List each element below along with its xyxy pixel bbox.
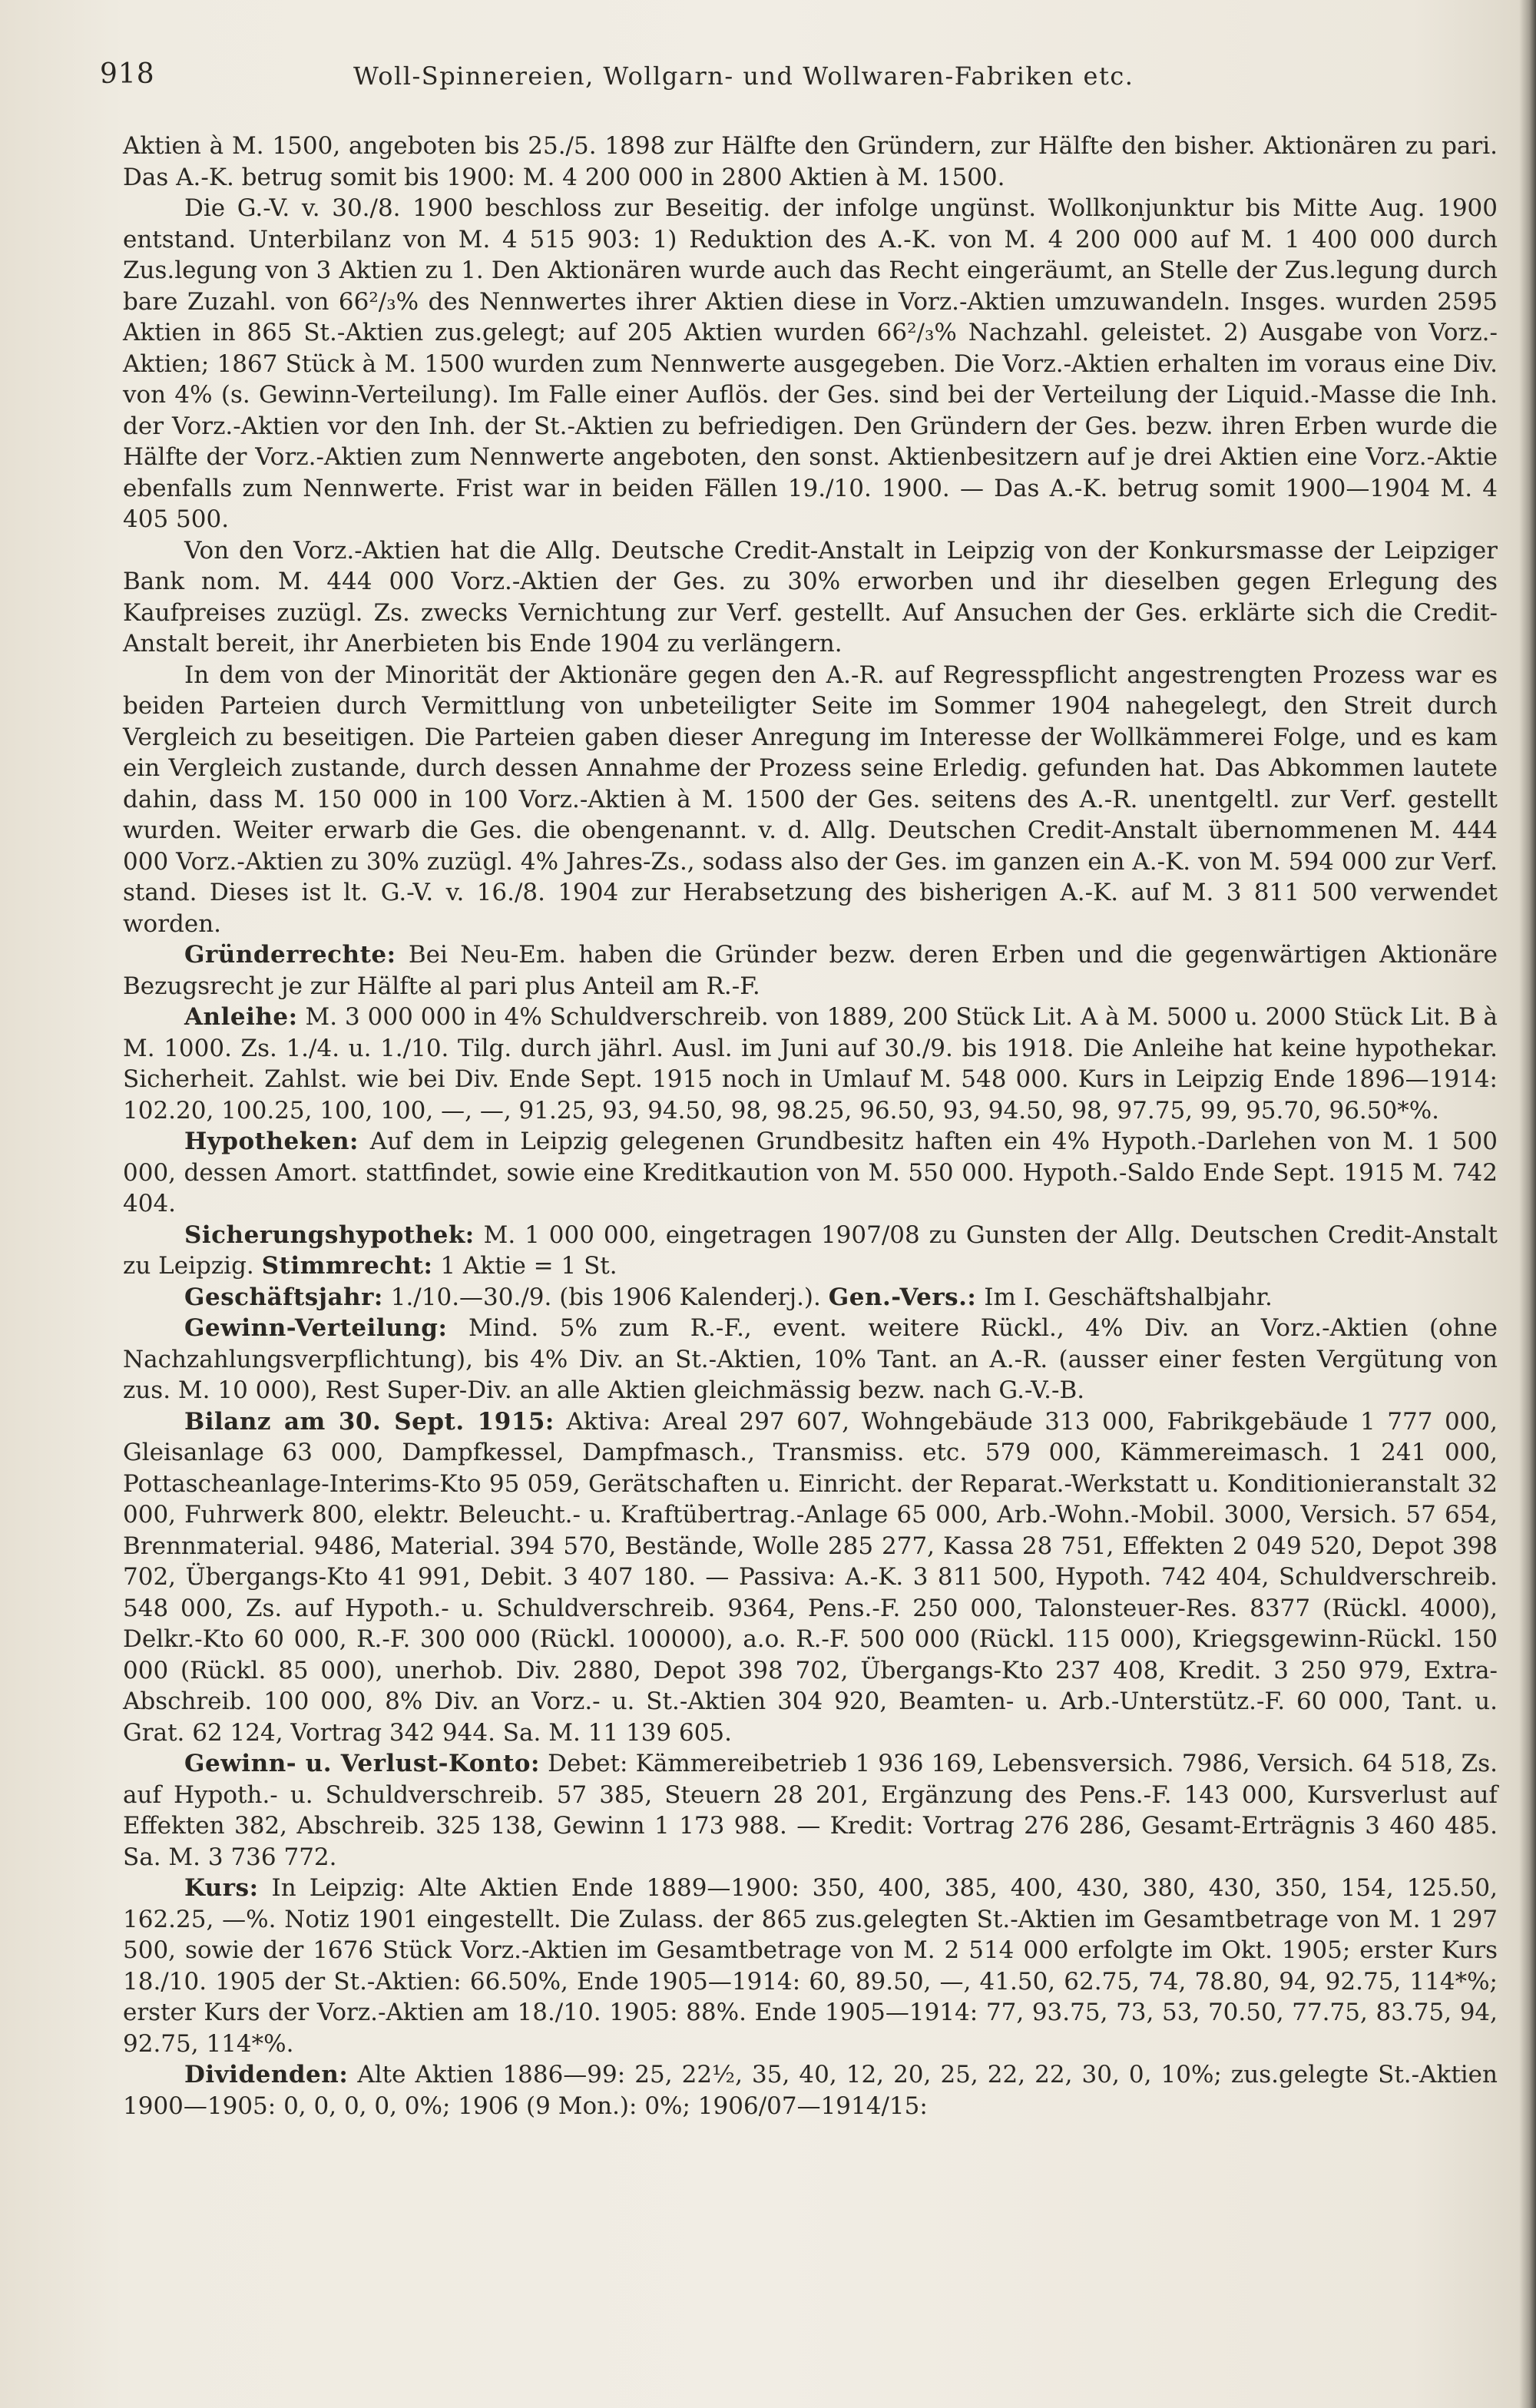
section-label: Gründerrechte: <box>184 941 396 969</box>
section-label: Sicherungshypothek: <box>184 1221 475 1249</box>
section-label: Hypotheken: <box>184 1128 359 1155</box>
section-label: Stimmrecht: <box>261 1252 433 1280</box>
section-label: Kurs: <box>184 1874 259 1902</box>
paragraph-hypotheken: Hypotheken: Auf dem in Leipzig gelegenen Grundbesitz haften ein 4% Hypoth.-Darlehen von M. 1 500 000, dessen Amort. stattfindet, sowie eine Kreditkaution von M. 550 000. Hypoth.-Saldo Ende Sept. 1915 M. 742 404. <box>123 1128 1498 1217</box>
paragraph-anleihe: Anleihe: M. 3 000 000 in 4% Schuldverschreib. von 1889, 200 Stück Lit. A à M. 5000 u. 2000 Stück Lit. B à M. 1000. Zs. 1./4. u. 1./10. Tilg. durch jährl. Ausl. im Juni auf 30./9. bis 1918. Die Anleihe hat keine hypothekar. Sicherheit. Zahlst. wie bei Div. Ende Sept. 1915 noch in Umlauf M. 548 000. Kurs in Leipzig Ende 1896—1914: 102.20, 100.25, 100, 100, —, —, 91.25, 93, 94.50, 98, 98.25, 96.50, 93, 94.50, 98, 97.75, 99, 95.70, 96.50*%. <box>123 1003 1498 1125</box>
page-number: 918 <box>100 58 155 90</box>
section-label: Anleihe: <box>184 1003 298 1031</box>
section-label: Bilanz am 30. Sept. 1915: <box>184 1407 554 1436</box>
body-text <box>123 131 1498 2121</box>
section-label: Gewinn-Verteilung: <box>184 1314 448 1342</box>
paragraph-gewinn-verteilung: Gewinn-Verteilung: Mind. 5% zum R.-F., event. weitere Rückl., 4% Div. an Vorz.-Aktien (ohne Nachzahlungsverpflichtung), bis 4% Div. an St.-Aktien, 10% Tant. an A.-R. (ausser einer festen Vergütung von zus. M. 10 000), Rest Super-Div. an alle Aktien gleichmässig bezw. nach G.-V.-B. <box>123 1314 1498 1404</box>
paragraph-prozess: In dem von der Minorität der Aktionäre gegen den A.-R. auf Regresspflicht angestrengten Prozess war es beiden Parteien durch Vermittlung von unbeteiligter Seite im Sommer 1904 nahegelegt, den Streit durch Vergleich zu beseitigen. Die Parteien gaben dieser Anregung im Interesse der Wollkämmerei Folge, und es kam ein Vergleich zustande, durch dessen Annahme der Prozess seine Erledig. gefunden hat. Das Abkommen lautete dahin, dass M. 150 000 in 100 Vorz.-Aktien à M. 1500 der Ges. seitens des A.-R. unentgeltl. zur Verf. gestellt wurden. Weiter erwarb die Ges. die obengenannt. v. d. Allg. Deutschen Credit-Anstalt übernommenen M. 444 000 Vorz.-Aktien zu 30% zuzügl. 4% Jahres-Zs., sodass also der Ges. im ganzen ein A.-K. von M. 594 000 zur Verf. stand. Dieses ist lt. G.-V. v. 16./8. 1904 zur Herabsetzung des bisherigen A.-K. auf M. 3 811 500 verwendet worden. <box>123 661 1498 938</box>
paragraph-dividenden: Dividenden: Alte Aktien 1886—99: 25, 22½, 35, 40, 12, 20, 25, 22, 22, 30, 0, 10%; zus.gelegte St.-Aktien 1900—1905: 0, 0, 0, 0, 0%; 1906 (9 Mon.): 0%; 1906/07—1914/15: <box>123 2061 1498 2120</box>
paragraph-gruenderrechte: Gründerrechte: Bei Neu-Em. haben die Gründer bezw. deren Erben und die gegenwärtigen Aktionäre Bezugsrecht je zur Hälfte al pari plus Anteil am R.-F. <box>123 941 1498 1000</box>
section-label: Dividenden: <box>184 2061 349 2088</box>
paragraph-vorz-aktien: Von den Vorz.-Aktien hat die Allg. Deutsche Credit-Anstalt in Leipzig von der Konkursmasse der Leipziger Bank nom. M. 444 000 Vorz.-Aktien der Ges. zu 30% erworben und ihr dieselben gegen Erlegung des Kaufpreises zuzügl. Zs. zwecks Vernichtung zur Verf. gestellt. Auf Ansuchen der Ges. erklärte sich die Credit-Anstalt bereit, ihr Anerbieten bis Ende 1904 zu verlängern. <box>123 536 1498 657</box>
paragraph-geschaeftsjahr: Geschäftsjahr: 1./10.—30./9. (bis 1906 Kalenderj.). Gen.-Vers.: Im I. Geschäftshalbjahr. <box>184 1283 1273 1311</box>
page-binding-edge <box>1519 0 1536 2408</box>
paragraph-gewinn-verlust: Gewinn- u. Verlust-Konto: Debet: Kämmereibetrieb 1 936 169, Lebensversich. 7986, Versich. 64 518, Zs. auf Hypoth.- u. Schuldverschreib. 57 385, Steuern 28 201, Ergänzung des Pens.-F. 143 000, Kursverlust auf Effekten 382, Abschreib. 325 138, Gewinn 1 173 988. — Kredit: Vortrag 276 286, Gesamt-Erträgnis 3 460 485. Sa. M. 3 736 772. <box>123 1750 1498 1871</box>
page-header <box>100 58 1490 97</box>
section-label: Geschäftsjahr: <box>184 1283 383 1311</box>
paragraph-kurs: Kurs: In Leipzig: Alte Aktien Ende 1889—1900: 350, 400, 385, 400, 430, 380, 430, 350, 154, 125.50, 162.25, —%. Notiz 1901 eingestellt. Die Zulass. der 865 zus.gelegten St.-Aktien im Gesamtbetrage von M. 1 297 500, sowie der 1676 Stück Vorz.-Aktien im Gesamtbetrage von M. 2 514 000 erfolgte im Okt. 1905; erster Kurs 18./10. 1905 der St.-Aktien: 66.50%, Ende 1905—1914: 60, 89.50, —, 41.50, 62.75, 74, 78.80, 94, 92.75, 114*%; erster Kurs der Vorz.-Aktien am 18./10. 1905: 88%. Ende 1905—1914: 77, 93.75, 73, 53, 70.50, 77.75, 83.75, 94, 92.75, 114*%. <box>123 1874 1498 2058</box>
section-label: Gen.-Vers.: <box>828 1283 977 1311</box>
paragraph-sicherungshypothek: Sicherungshypothek: M. 1 000 000, eingetragen 1907/08 zu Gunsten der Allg. Deutschen Credit-Anstalt zu Leipzig. Stimmrecht: 1 Aktie = 1 St. <box>123 1221 1498 1280</box>
paragraph-bilanz: Bilanz am 30. Sept. 1915: Aktiva: Areal 297 607, Wohngebäude 313 000, Fabrikgebäude 1 777 000, Gleisanlage 63 000, Dampfkessel, Dampfmasch., Transmiss. etc. 579 000, Kämmereimasch. 1 241 000, Pottascheanlage-Interims-Kto 95 059, Gerätschaften u. Einricht. der Reparat.-Werkstatt u. Konditionieranstalt 32 000, Fuhrwerk 800, elektr. Beleucht.- u. Kraftübertrag.-Anlage 65 000, Arb.-Wohn.-Mobil. 3000, Versich. 57 654, Brennmaterial. 9486, Material. 394 570, Bestände, Wolle 285 277, Kassa 28 751, Effekten 2 049 520, Depot 398 702, Übergangs-Kto 41 991, Debit. 3 407 180. — Passiva: A.-K. 3 811 500, Hypoth. 742 404, Schuldverschreib. 548 000, Zs. auf Hypoth.- u. Schuldverschreib. 9364, Pens.-F. 250 000, Talonsteuer-Res. 8377 (Rückl. 4000), Delkr.-Kto 60 000, R.-F. 300 000 (Rückl. 100000), a.o. R.-F. 500 000 (Rückl. 115 000), Kriegsgewinn-Rückl. 150 000 (Rückl. 85 000), unerhob. Div. 2880, Depot 398 702, Übergangs-Kto 237 408, Kredit. 3 250 979, Extra-Abschreib. 100 000, 8% Div. an Vorz.- u. St.-Aktien 304 920, Beamten- u. Arb.-Unterstütz.-F. 60 000, Tant. u. Grat. 62 124, Vortrag 342 944. Sa. M. 11 139 605. <box>123 1407 1498 1747</box>
paragraph-aktien-angebot: Aktien à M. 1500, angeboten bis 25./5. 1898 zur Hälfte den Gründern, zur Hälfte den bisher. Aktionären zu pari. Das A.-K. betrug somit bis 1900: M. 4 200 000 in 2800 Aktien à M. 1500. <box>123 132 1498 191</box>
running-head: Woll-Spinnereien, Wollgarn- und Wollwaren-Fabriken etc. <box>353 61 1134 91</box>
paragraph-gv-1900: Die G.-V. v. 30./8. 1900 beschloss zur Beseitig. der infolge ungünst. Wollkonjunktur bis Mitte Aug. 1900 entstand. Unterbilanz von M. 4 515 903: 1) Reduktion des A.-K. von M. 4 200 000 auf M. 1 400 000 durch Zus.legung von 3 Aktien zu 1. Den Aktionären wurde auch das Recht eingeräumt, an Stelle der Zus.legung durch bare Zuzahl. von 66²/₃% des Nennwertes ihrer Aktien diese in Vorz.-Aktien umzuwandeln. Insges. wurden 2595 Aktien in 865 St.-Aktien zus.gelegt; auf 205 Aktien wurden 66²/₃% Nachzahl. geleistet. 2) Ausgabe von Vorz.-Aktien; 1867 Stück à M. 1500 wurden zum Nennwerte ausgegeben. Die Vorz.-Aktien erhalten im voraus eine Div. von 4% (s. Gewinn-Verteilung). Im Falle einer Auflös. der Ges. sind bei der Verteilung der Liquid.-Masse die Inh. der Vorz.-Aktien vor den Inh. der St.-Aktien zu befriedigen. Den Gründern der Ges. bezw. ihren Erben wurde die Hälfte der Vorz.-Aktien zum Nennwerte angeboten, den sonst. Aktienbesitzern auf je drei Aktien eine Vorz.-Aktie ebenfalls zum Nennwerte. Frist war in beiden Fällen 19./10. 1900. — Das A.-K. betrug somit 1900—1904 M. 4 405 500. <box>123 194 1498 533</box>
section-label: Gewinn- u. Verlust-Konto: <box>184 1750 540 1777</box>
